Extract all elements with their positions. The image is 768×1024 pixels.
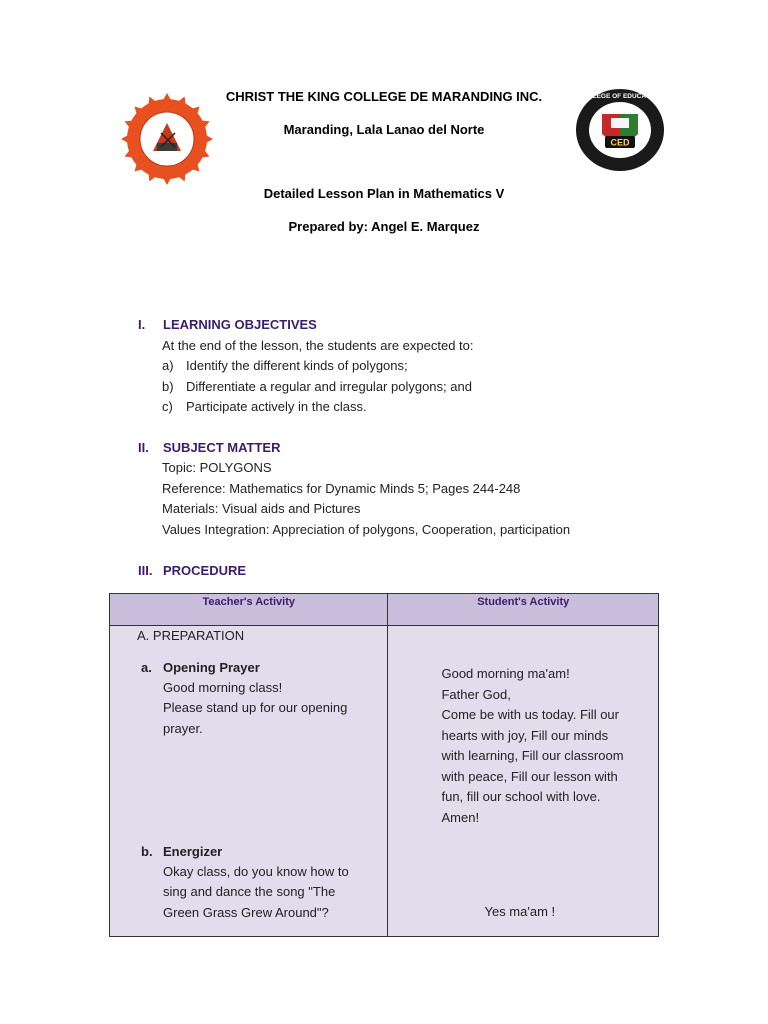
college-address: Maranding, Lala Lanao del Norte bbox=[283, 122, 485, 137]
lesson-plan-title: Detailed Lesson Plan in Mathematics V bbox=[263, 186, 505, 201]
teacher-line: prayer. bbox=[163, 721, 203, 736]
energizer-label: b. bbox=[141, 844, 153, 859]
item-label: c) bbox=[162, 399, 173, 414]
subject-reference: Reference: Mathematics for Dynamic Minds 5; Pages 244-248 bbox=[162, 481, 521, 496]
subject-topic: Topic: POLYGONS bbox=[162, 460, 272, 475]
section-subject-heading bbox=[138, 440, 280, 455]
objective-item bbox=[162, 358, 408, 373]
student-line: with learning, Fill our classroom bbox=[441, 748, 624, 763]
prepared-by: Prepared by: Angel E. Marquez bbox=[288, 219, 480, 234]
student-energizer-reply: Yes ma'am ! bbox=[484, 904, 556, 919]
prayer-label: a. bbox=[141, 660, 152, 675]
energizer-title: Energizer bbox=[163, 844, 223, 859]
college-seal-logo bbox=[121, 93, 213, 185]
section-number: I. bbox=[138, 317, 146, 332]
teacher-line: Okay class, do you know how to bbox=[163, 864, 349, 879]
student-line: hearts with joy, Fill our minds bbox=[441, 728, 609, 743]
section-title: PROCEDURE bbox=[163, 563, 247, 578]
item-text: Participate actively in the class. bbox=[186, 399, 367, 414]
student-line: Good morning ma'am! bbox=[441, 666, 570, 681]
teacher-line: Please stand up for our opening bbox=[163, 700, 348, 715]
student-line: with peace, Fill our lesson with bbox=[441, 769, 618, 784]
seal-year: 1951 bbox=[159, 160, 175, 167]
student-activity-cell bbox=[388, 626, 659, 937]
college-of-education-arc-text: COLLEGE OF EDUCATION bbox=[578, 93, 662, 100]
teacher-line: sing and dance the song "The bbox=[163, 884, 336, 899]
item-label: b) bbox=[162, 379, 174, 394]
subject-materials: Materials: Visual aids and Pictures bbox=[162, 501, 361, 516]
student-line: fun, fill our school with love. bbox=[441, 789, 601, 804]
section-number: II. bbox=[138, 440, 149, 455]
student-line: Amen! bbox=[441, 810, 480, 825]
student-line: Father God, bbox=[441, 687, 511, 702]
opening-prayer-title: Opening Prayer bbox=[163, 660, 260, 675]
teacher-activity-header: Teacher's Activity bbox=[110, 594, 388, 626]
objective-item bbox=[162, 379, 472, 394]
teacher-line: Green Grass Grew Around"? bbox=[163, 905, 329, 920]
item-label: a) bbox=[162, 358, 174, 373]
section-number: III. bbox=[138, 563, 153, 578]
subject-values: Values Integration: Appreciation of polygons, Cooperation, participation bbox=[162, 522, 571, 537]
section-title: LEARNING OBJECTIVES bbox=[163, 317, 317, 332]
teacher-activity-cell bbox=[110, 626, 388, 937]
objective-item bbox=[162, 399, 367, 414]
item-text: Identify the different kinds of polygons; bbox=[186, 358, 408, 373]
objectives-intro: At the end of the lesson, the students are expected to: bbox=[162, 338, 474, 353]
student-activity-header: Student's Activity bbox=[388, 594, 659, 626]
student-line: Come be with us today. Fill our bbox=[441, 707, 619, 722]
preparation-heading: A. PREPARATION bbox=[137, 628, 245, 643]
section-procedure-heading bbox=[138, 563, 246, 578]
section-title: SUBJECT MATTER bbox=[163, 440, 281, 455]
procedure-table bbox=[109, 593, 659, 937]
college-name: CHRIST THE KING COLLEGE DE MARANDING INC. bbox=[225, 89, 543, 104]
teacher-line: Good morning class! bbox=[163, 680, 283, 695]
item-text: Differentiate a regular and irregular polygons; and bbox=[186, 379, 472, 394]
ced-abbreviation: CED bbox=[610, 137, 630, 148]
section-objectives-heading bbox=[138, 317, 317, 332]
